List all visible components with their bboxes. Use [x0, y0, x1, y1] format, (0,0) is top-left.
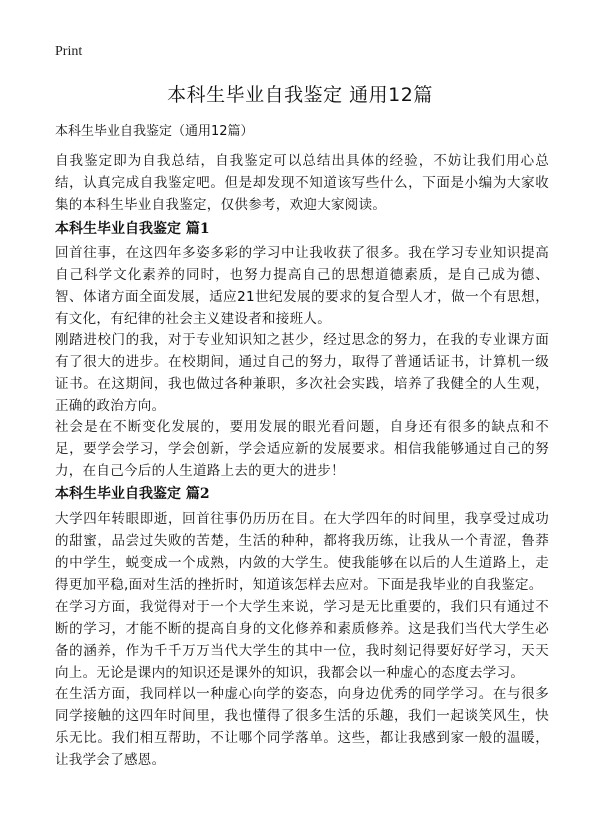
section-1-paragraph-2: 刚踏进校门的我，对于专业知识知之甚少，经过思念的努力，在我的专业课方面有了很大的进步。在校期间，通过自己的努力，取得了普通话证书，计算机一级证书。在这期间，我也做过各种兼职，多次社会实践，培养了我健全的人生观，正确的政治方向。: [55, 332, 549, 414]
section-2-paragraph-3: 在生活方面，我同样以一种虚心向学的姿态，向身边优秀的同学学习。在与很多同学接触的这四年时间里，我也懂得了很多生活的乐趣，我们一起谈笑风生，快乐无比。我们相互帮助，不让哪个同学落单。这些，都让我感到家一般的温暖，让我学会了感恩。: [55, 686, 549, 768]
intro-paragraph: 自我鉴定即为自我总结，自我鉴定可以总结出具体的经验，不妨让我们用心总结，认真完成自我鉴定吧。但是却发现不知道该写些什么，下面是小编为大家收集的本科生毕业自我鉴定，仅供参考，欢迎大家阅读。: [55, 153, 549, 213]
page-title: 本科生毕业自我鉴定 通用12篇: [167, 84, 433, 106]
section-heading-1: 本科生毕业自我鉴定 篇1: [55, 221, 210, 237]
section-1-paragraph-3: 社会是在不断变化发展的，要用发展的眼光看问题，自身还有很多的缺点和不足，要学会学习，学会创新，学会适应新的发展要求。相信我能够通过自己的努力，在自己今后的人生道路上去的更大的进步！: [55, 419, 549, 479]
section-1-paragraph-1: 回首往事，在这四年多姿多彩的学习中让我收获了很多。我在学习专业知识提高自己科学文化素养的同时，也努力提高自己的思想道德素质，是自己成为德、智、体诸方面全面发展，适应21世纪发展的要求的复合型人才，做一个有思想，有文化，有纪律的社会主义建设者和接班人。: [55, 245, 549, 327]
document-subtitle: 本科生毕业自我鉴定（通用12篇）: [55, 124, 254, 139]
section-heading-2: 本科生毕业自我鉴定 篇2: [55, 486, 210, 502]
section-2-paragraph-2: 在学习方面，我觉得对于一个大学生来说，学习是无比重要的，我们只有通过不断的学习，才能不断的提高自身的文化修养和素质修养。这是我们当代大学生必备的涵养，作为千千万万当代大学生的其中一位，我时刻记得要好好学习，天天向上。无论是课内的知识还是课外的知识，我都会以一种虚心的态度去学习。: [55, 599, 549, 681]
print-link[interactable]: Print: [55, 44, 83, 59]
section-2-paragraph-1: 大学四年转眼即逝，回首往事仍历历在目。在大学四年的时间里，我享受过成功的甜蜜，品尝过失败的苦楚，生活的种种，都将我历练，让我从一个青涩，鲁莽的中学生，蜕变成一个成熟，内敛的大学生。使我能够在以后的人生道路上，走得更加平稳,面对生活的挫折时，知道该怎样去应对。下面是我毕业的自我鉴定。: [55, 511, 549, 593]
